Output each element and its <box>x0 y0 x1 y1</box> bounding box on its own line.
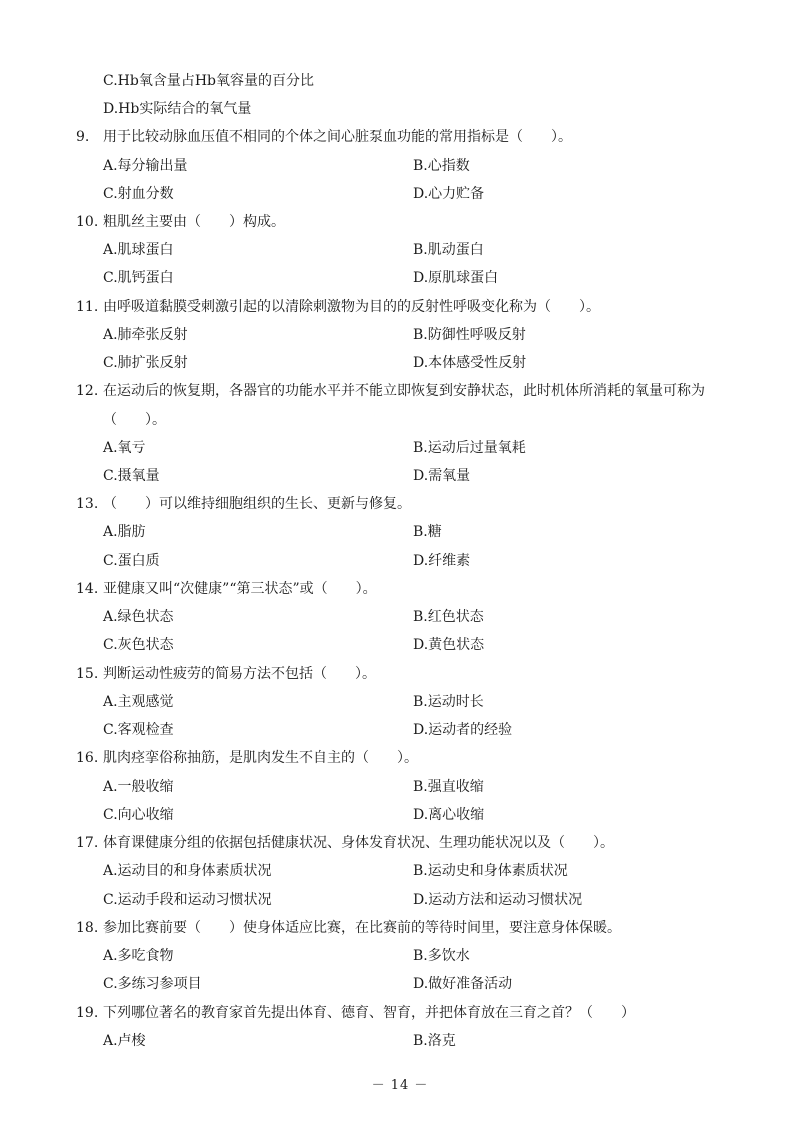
question-stem: 参加比赛前要（ ）使身体适应比赛，在比赛前的等待时间里，要注意身体保暖。 <box>103 920 621 936</box>
question-number: 15. <box>76 666 99 682</box>
option-a: A.运动目的和身体素质状况 <box>103 863 272 879</box>
option-a: A.主观感觉 <box>103 694 174 710</box>
question-stem: （ ）可以维持细胞组织的生长、更新与修复。 <box>103 496 411 512</box>
option-a: A.卢梭 <box>103 1033 146 1049</box>
question-number: 17. <box>76 835 99 851</box>
option-a: A.肌球蛋白 <box>103 242 174 258</box>
option-d: D.需氧量 <box>413 468 471 484</box>
question-number: 14. <box>76 581 99 597</box>
option-a: A.氧亏 <box>103 440 146 456</box>
option-b: B.心指数 <box>413 158 470 174</box>
option-d: D.运动方法和运动习惯状况 <box>413 892 583 908</box>
question-stem: 用于比较动脉血压值不相同的个体之间心脏泵血功能的常用指标是（ ）。 <box>103 129 572 145</box>
question-stem: 肌肉痉挛俗称抽筋，是肌肉发生不自主的（ ）。 <box>103 750 418 766</box>
option-b: B.运动史和身体素质状况 <box>413 863 568 879</box>
option-d: D.原肌球蛋白 <box>413 270 499 286</box>
option-b: B.运动时长 <box>413 694 484 710</box>
option-c: C.肌钙蛋白 <box>103 270 174 286</box>
option-8-c: C.Hb氧含量占Hb氧容量的百分比 <box>103 73 315 89</box>
question-stem-line-1: 在运动后的恢复期，各器官的功能水平并不能立即恢复到安静状态，此时机体所消耗的氧量可称为 <box>103 383 705 399</box>
question-stem: 粗肌丝主要由（ ）构成。 <box>103 214 285 230</box>
option-c: C.射血分数 <box>103 186 174 202</box>
option-c: C.蛋白质 <box>103 553 160 569</box>
option-b: B.肌动蛋白 <box>413 242 484 258</box>
option-a: A.绿色状态 <box>103 609 174 625</box>
option-a: A.多吃食物 <box>103 948 174 964</box>
question-number: 9. <box>76 129 90 145</box>
option-a: A.一般收缩 <box>103 779 174 795</box>
question-number: 11. <box>76 299 99 315</box>
option-a: A.肺牵张反射 <box>103 327 188 343</box>
option-d: D.心力贮备 <box>413 186 485 202</box>
question-number: 10. <box>76 214 99 230</box>
question-number: 19. <box>76 1005 99 1021</box>
option-b: B.洛克 <box>413 1033 456 1049</box>
option-b: B.强直收缩 <box>413 779 484 795</box>
option-d: D.黄色状态 <box>413 637 485 653</box>
question-stem: 亚健康又叫“次健康”“第三状态”或（ ）。 <box>103 581 377 597</box>
option-b: B.多饮水 <box>413 948 470 964</box>
option-b: B.红色状态 <box>413 609 484 625</box>
option-b: B.运动后过量氧耗 <box>413 440 526 456</box>
question-number: 12. <box>76 383 99 399</box>
option-c: C.客观检查 <box>103 722 174 738</box>
option-a: A.脂肪 <box>103 524 146 540</box>
question-number: 13. <box>76 496 99 512</box>
question-stem: 判断运动性疲劳的简易方法不包括（ ）。 <box>103 666 376 682</box>
question-stem-line-2: （ ）。 <box>103 412 166 428</box>
question-stem: 体育课健康分组的依据包括健康状况、身体发育状况、生理功能状况以及（ ）。 <box>103 835 614 851</box>
option-d: D.离心收缩 <box>413 807 485 823</box>
option-c: C.多练习参项目 <box>103 976 202 992</box>
question-stem: 下列哪位著名的教育家首先提出体育、德育、智育，并把体育放在三育之首？（ ） <box>103 1005 635 1021</box>
option-c: C.摄氧量 <box>103 468 160 484</box>
option-d: D.本体感受性反射 <box>413 355 527 371</box>
option-c: C.向心收缩 <box>103 807 174 823</box>
question-stem: 由呼吸道黏膜受刺激引起的以清除刺激物为目的的反射性呼吸变化称为（ ）。 <box>103 299 600 315</box>
option-a: A.每分输出量 <box>103 158 188 174</box>
option-8-d: D.Hb实际结合的氧气量 <box>103 101 252 117</box>
option-d: D.运动者的经验 <box>413 722 513 738</box>
option-b: B.糖 <box>413 524 442 540</box>
page-number: － 14 － <box>371 1078 429 1093</box>
option-c: C.灰色状态 <box>103 637 174 653</box>
option-d: D.纤维素 <box>413 553 471 569</box>
option-b: B.防御性呼吸反射 <box>413 327 526 343</box>
question-number: 16. <box>76 750 99 766</box>
question-number: 18. <box>76 920 99 936</box>
option-c: C.肺扩张反射 <box>103 355 188 371</box>
option-c: C.运动手段和运动习惯状况 <box>103 892 272 908</box>
option-d: D.做好准备活动 <box>413 976 513 992</box>
